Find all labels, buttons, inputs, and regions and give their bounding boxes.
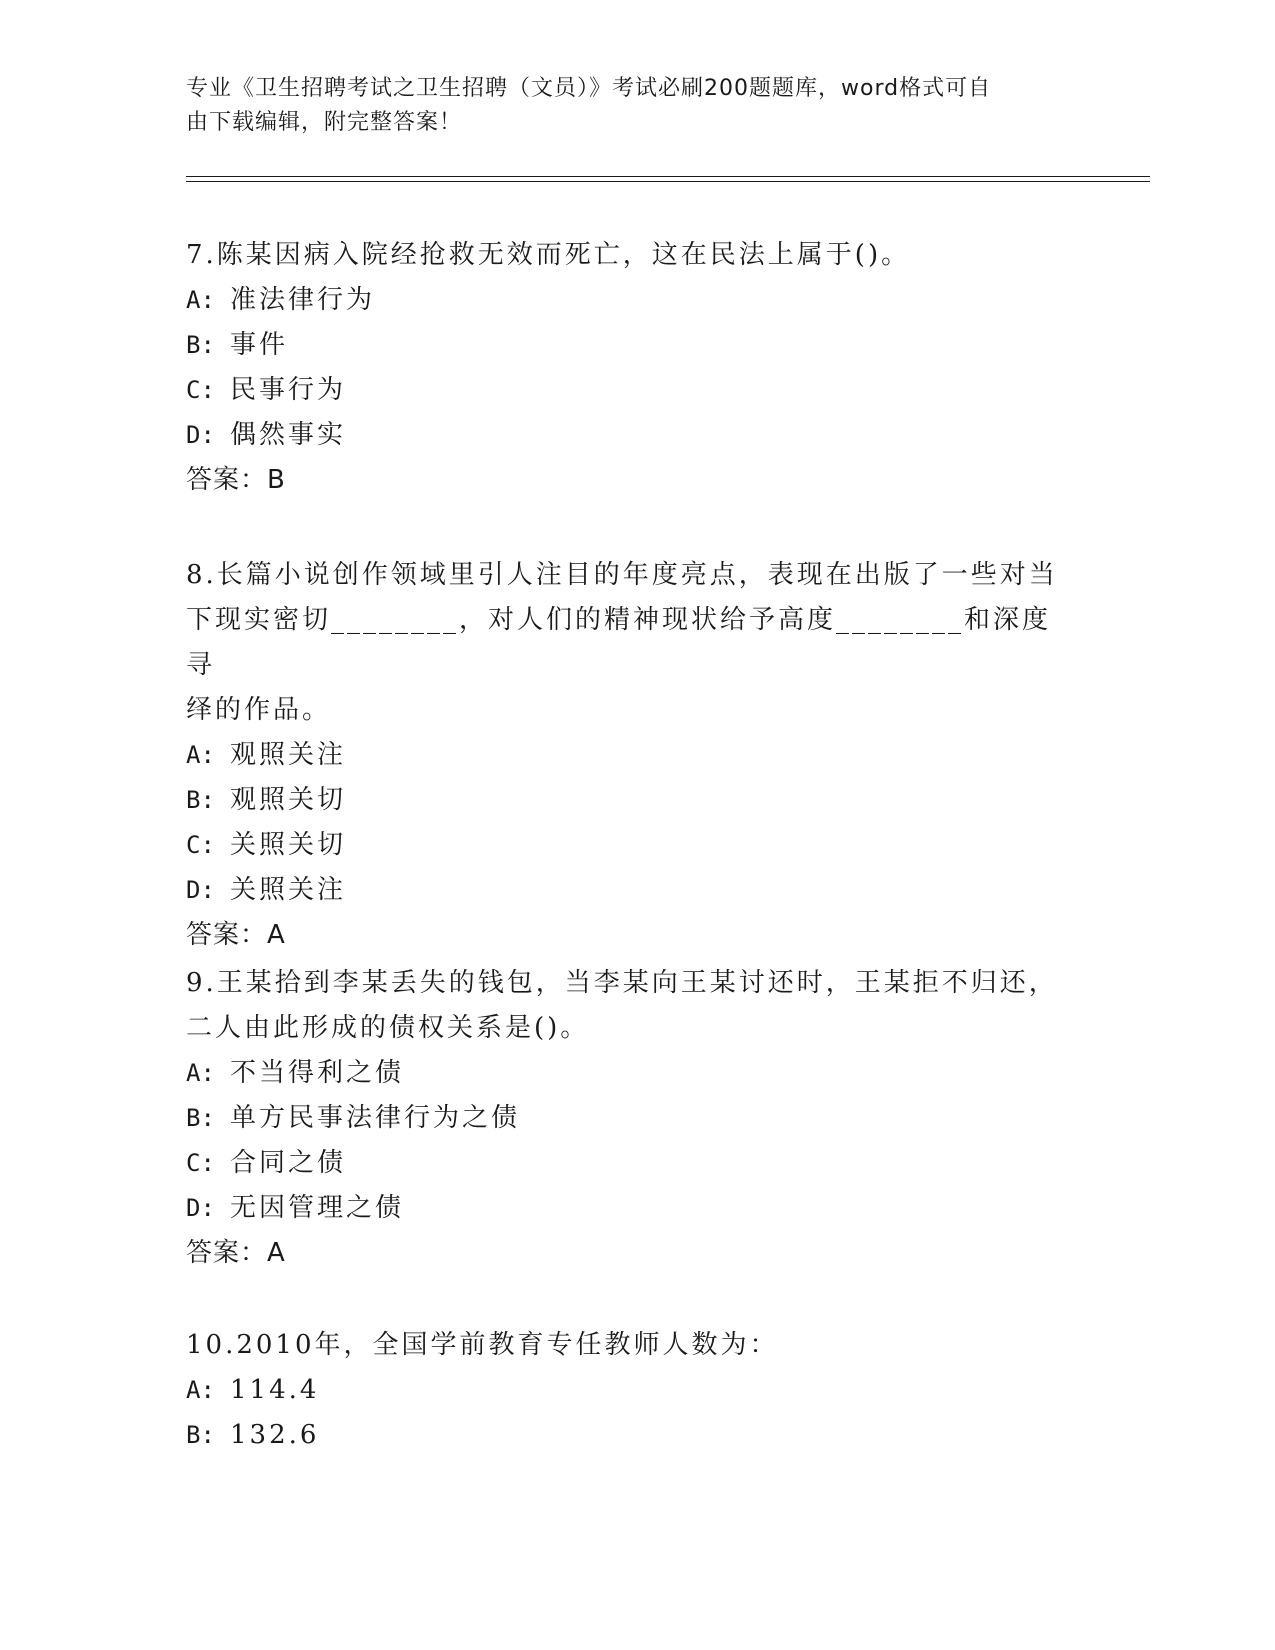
option-text: 114.4 <box>230 1375 320 1405</box>
option-letter: A: <box>186 1376 215 1404</box>
option-letter: D: <box>186 1194 215 1222</box>
option-text: 无因管理之债 <box>230 1193 405 1223</box>
document-header <box>186 72 1066 140</box>
option-text: 观照关切 <box>230 785 347 815</box>
option-b <box>186 778 1066 823</box>
option-text: 关照关注 <box>230 875 347 905</box>
question-8 <box>186 553 1066 958</box>
option-text: 偶然事实 <box>230 420 347 450</box>
answer-line: 答案：A <box>186 1238 286 1268</box>
option-d <box>186 868 1066 913</box>
option-b <box>186 323 1066 368</box>
option-letter: B: <box>186 1104 215 1132</box>
option-d <box>186 1186 1066 1231</box>
option-a <box>186 1368 1066 1413</box>
header-line-1: 专业《卫生招聘考试之卫生招聘（文员）》考试必刷200题题库，word格式可自 <box>186 76 992 101</box>
option-c <box>186 368 1066 413</box>
option-letter: B: <box>186 331 215 359</box>
option-letter: D: <box>186 421 215 449</box>
option-letter: B: <box>186 786 215 814</box>
option-text: 关照关切 <box>230 830 347 860</box>
option-text: 民事行为 <box>230 375 347 405</box>
answer-line: 答案：A <box>186 920 286 950</box>
question-9 <box>186 961 1066 1276</box>
header-divider-top <box>186 176 1150 177</box>
option-text: 事件 <box>230 330 289 360</box>
option-letter: A: <box>186 1059 215 1087</box>
question-text-line: 二人由此形成的债权关系是()。 <box>186 1013 590 1043</box>
option-a <box>186 1051 1066 1096</box>
question-text-line: 8.长篇小说创作领域里引人注目的年度亮点，表现在出版了一些对当 <box>186 560 1058 590</box>
option-c <box>186 823 1066 868</box>
option-text: 不当得利之债 <box>230 1058 405 1088</box>
option-b <box>186 1413 1066 1458</box>
header-divider-bottom <box>186 181 1150 182</box>
option-letter: B: <box>186 1421 215 1449</box>
option-text: 合同之债 <box>230 1148 347 1178</box>
option-text: 132.6 <box>230 1420 320 1450</box>
question-7 <box>186 233 1066 503</box>
header-line-2: 由下载编辑，附完整答案！ <box>186 110 463 135</box>
question-text-line: 10.2010年，全国学前教育专任教师人数为： <box>186 1330 779 1360</box>
option-letter: C: <box>186 376 215 404</box>
option-a <box>186 278 1066 323</box>
option-text: 准法律行为 <box>230 285 376 315</box>
option-b <box>186 1096 1066 1141</box>
option-text: 观照关注 <box>230 740 347 770</box>
question-text-line: 9.王某拾到李某丢失的钱包，当李某向王某讨还时，王某拒不归还， <box>186 968 1058 998</box>
option-letter: C: <box>186 1149 215 1177</box>
question-text-line: 绎的作品。 <box>186 695 332 725</box>
question-text-line: 7.陈某因病入院经抢救无效而死亡，这在民法上属于()。 <box>186 240 911 270</box>
question-text-line: 下现实密切________，对人们的精神现状给予高度________和深度寻 <box>186 605 1052 680</box>
question-10 <box>186 1323 1066 1458</box>
option-text: 单方民事法律行为之债 <box>230 1103 521 1133</box>
option-a <box>186 733 1066 778</box>
option-d <box>186 413 1066 458</box>
option-letter: A: <box>186 286 215 314</box>
answer-line: 答案：B <box>186 465 286 495</box>
option-letter: C: <box>186 831 215 859</box>
option-letter: A: <box>186 741 215 769</box>
option-c <box>186 1141 1066 1186</box>
option-letter: D: <box>186 876 215 904</box>
